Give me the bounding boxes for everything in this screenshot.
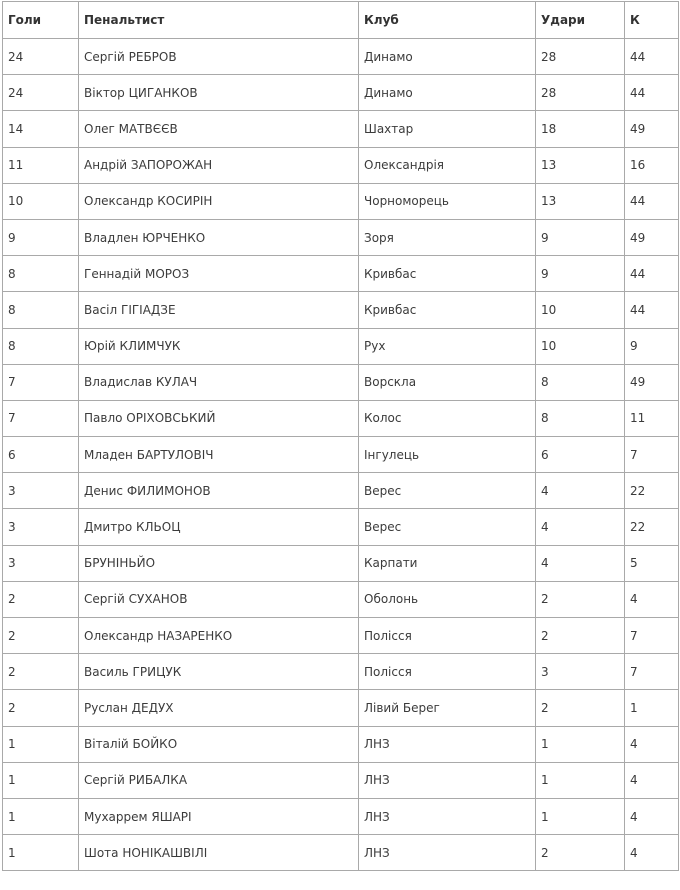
penalty-takers-table — [2, 1, 679, 871]
cell-k: 22 — [625, 509, 679, 545]
cell-goals: 1 — [3, 762, 79, 798]
cell-club: ЛНЗ — [359, 726, 536, 762]
cell-k: 4 — [625, 798, 679, 834]
cell-attempts: 1 — [536, 726, 625, 762]
cell-goals: 6 — [3, 437, 79, 473]
cell-club: Оболонь — [359, 581, 536, 617]
cell-player: Віталій БОЙКО — [79, 726, 359, 762]
header-penalty-taker: Пенальтист — [79, 2, 359, 39]
cell-attempts: 8 — [536, 364, 625, 400]
cell-goals: 3 — [3, 473, 79, 509]
cell-k: 44 — [625, 183, 679, 219]
cell-club: Зоря — [359, 219, 536, 255]
table-row — [3, 762, 679, 798]
table-row — [3, 147, 679, 183]
table-row — [3, 509, 679, 545]
cell-player: Сергій РИБАЛКА — [79, 762, 359, 798]
cell-club: Кривбас — [359, 256, 536, 292]
cell-attempts: 13 — [536, 147, 625, 183]
cell-k: 7 — [625, 618, 679, 654]
cell-club: Полісся — [359, 654, 536, 690]
cell-attempts: 9 — [536, 256, 625, 292]
cell-k: 44 — [625, 39, 679, 75]
cell-k: 49 — [625, 219, 679, 255]
cell-player: Павло ОРІХОВСЬКИЙ — [79, 400, 359, 436]
cell-club: Ворскла — [359, 364, 536, 400]
table-row — [3, 183, 679, 219]
cell-attempts: 10 — [536, 328, 625, 364]
table-row — [3, 581, 679, 617]
table-row — [3, 798, 679, 834]
cell-club: Олександрія — [359, 147, 536, 183]
table-row — [3, 654, 679, 690]
cell-club: ЛНЗ — [359, 762, 536, 798]
cell-k: 4 — [625, 726, 679, 762]
cell-attempts: 3 — [536, 654, 625, 690]
table-row — [3, 292, 679, 328]
cell-goals: 7 — [3, 400, 79, 436]
cell-k: 4 — [625, 835, 679, 871]
cell-player: Сергій СУХАНОВ — [79, 581, 359, 617]
cell-attempts: 18 — [536, 111, 625, 147]
cell-k: 44 — [625, 292, 679, 328]
cell-k: 4 — [625, 581, 679, 617]
cell-k: 7 — [625, 654, 679, 690]
cell-player: Денис ФИЛИМОНОВ — [79, 473, 359, 509]
cell-player: Руслан ДЕДУХ — [79, 690, 359, 726]
cell-player: Віктор ЦИГАНКОВ — [79, 75, 359, 111]
cell-k: 5 — [625, 545, 679, 581]
cell-club: Колос — [359, 400, 536, 436]
cell-player: Сергій РЕБРОВ — [79, 39, 359, 75]
cell-club: Кривбас — [359, 292, 536, 328]
cell-attempts: 6 — [536, 437, 625, 473]
cell-player: Младен БАРТУЛОВІЧ — [79, 437, 359, 473]
cell-goals: 1 — [3, 726, 79, 762]
cell-player: Олександр НАЗАРЕНКО — [79, 618, 359, 654]
header-club: Клуб — [359, 2, 536, 39]
cell-player: Василь ГРИЦУК — [79, 654, 359, 690]
table-row — [3, 400, 679, 436]
cell-k: 22 — [625, 473, 679, 509]
cell-goals: 8 — [3, 292, 79, 328]
cell-player: БРУНІНЬЙО — [79, 545, 359, 581]
cell-player: Геннадій МОРОЗ — [79, 256, 359, 292]
table-row — [3, 726, 679, 762]
cell-goals: 8 — [3, 256, 79, 292]
cell-attempts: 2 — [536, 835, 625, 871]
cell-club: Інгулець — [359, 437, 536, 473]
cell-player: Олег МАТВЄЄВ — [79, 111, 359, 147]
cell-goals: 3 — [3, 509, 79, 545]
cell-player: Владлен ЮРЧЕНКО — [79, 219, 359, 255]
cell-goals: 14 — [3, 111, 79, 147]
cell-club: ЛНЗ — [359, 835, 536, 871]
table-row — [3, 364, 679, 400]
table-row — [3, 835, 679, 871]
cell-attempts: 1 — [536, 762, 625, 798]
cell-player: Дмитро КЛЬОЦ — [79, 509, 359, 545]
cell-club: Чорноморець — [359, 183, 536, 219]
cell-k: 44 — [625, 256, 679, 292]
cell-player: Андрій ЗАПОРОЖАН — [79, 147, 359, 183]
table-row — [3, 39, 679, 75]
cell-club: Карпати — [359, 545, 536, 581]
cell-goals: 2 — [3, 581, 79, 617]
cell-attempts: 4 — [536, 509, 625, 545]
table-row — [3, 328, 679, 364]
table-row — [3, 545, 679, 581]
cell-goals: 2 — [3, 618, 79, 654]
cell-k: 4 — [625, 762, 679, 798]
table-row — [3, 219, 679, 255]
cell-k: 49 — [625, 111, 679, 147]
table-row — [3, 473, 679, 509]
cell-goals: 7 — [3, 364, 79, 400]
cell-player: Мухаррем ЯШАРІ — [79, 798, 359, 834]
cell-goals: 1 — [3, 798, 79, 834]
cell-attempts: 8 — [536, 400, 625, 436]
cell-attempts: 9 — [536, 219, 625, 255]
cell-goals: 10 — [3, 183, 79, 219]
cell-attempts: 2 — [536, 690, 625, 726]
cell-player: Юрій КЛИМЧУК — [79, 328, 359, 364]
cell-club: Рух — [359, 328, 536, 364]
cell-player: Владислав КУЛАЧ — [79, 364, 359, 400]
cell-goals: 24 — [3, 75, 79, 111]
cell-attempts: 28 — [536, 75, 625, 111]
cell-goals: 1 — [3, 835, 79, 871]
table-row — [3, 618, 679, 654]
cell-goals: 24 — [3, 39, 79, 75]
cell-k: 16 — [625, 147, 679, 183]
cell-attempts: 13 — [536, 183, 625, 219]
cell-k: 49 — [625, 364, 679, 400]
cell-attempts: 1 — [536, 798, 625, 834]
cell-k: 44 — [625, 75, 679, 111]
cell-club: Полісся — [359, 618, 536, 654]
cell-attempts: 2 — [536, 581, 625, 617]
cell-goals: 11 — [3, 147, 79, 183]
table-row — [3, 690, 679, 726]
cell-goals: 3 — [3, 545, 79, 581]
header-attempts: Удари — [536, 2, 625, 39]
cell-club: Верес — [359, 509, 536, 545]
cell-player: Олександр КОСИРІН — [79, 183, 359, 219]
table-row — [3, 111, 679, 147]
cell-club: Динамо — [359, 39, 536, 75]
cell-club: Шахтар — [359, 111, 536, 147]
header-goals: Голи — [3, 2, 79, 39]
table-row — [3, 256, 679, 292]
cell-attempts: 28 — [536, 39, 625, 75]
cell-attempts: 10 — [536, 292, 625, 328]
cell-goals: 2 — [3, 690, 79, 726]
cell-player: Васіл ГІГІАДЗЕ — [79, 292, 359, 328]
table-header-row — [3, 2, 679, 39]
cell-club: Верес — [359, 473, 536, 509]
cell-goals: 2 — [3, 654, 79, 690]
cell-club: ЛНЗ — [359, 798, 536, 834]
cell-attempts: 4 — [536, 545, 625, 581]
cell-k: 7 — [625, 437, 679, 473]
cell-k: 1 — [625, 690, 679, 726]
table-body — [3, 39, 679, 871]
cell-goals: 8 — [3, 328, 79, 364]
cell-k: 9 — [625, 328, 679, 364]
cell-player: Шота НОНІКАШВІЛІ — [79, 835, 359, 871]
cell-goals: 9 — [3, 219, 79, 255]
cell-k: 11 — [625, 400, 679, 436]
cell-club: Динамо — [359, 75, 536, 111]
cell-club: Лівий Берег — [359, 690, 536, 726]
table-row — [3, 75, 679, 111]
cell-attempts: 2 — [536, 618, 625, 654]
cell-attempts: 4 — [536, 473, 625, 509]
table-row — [3, 437, 679, 473]
header-k: К — [625, 2, 679, 39]
